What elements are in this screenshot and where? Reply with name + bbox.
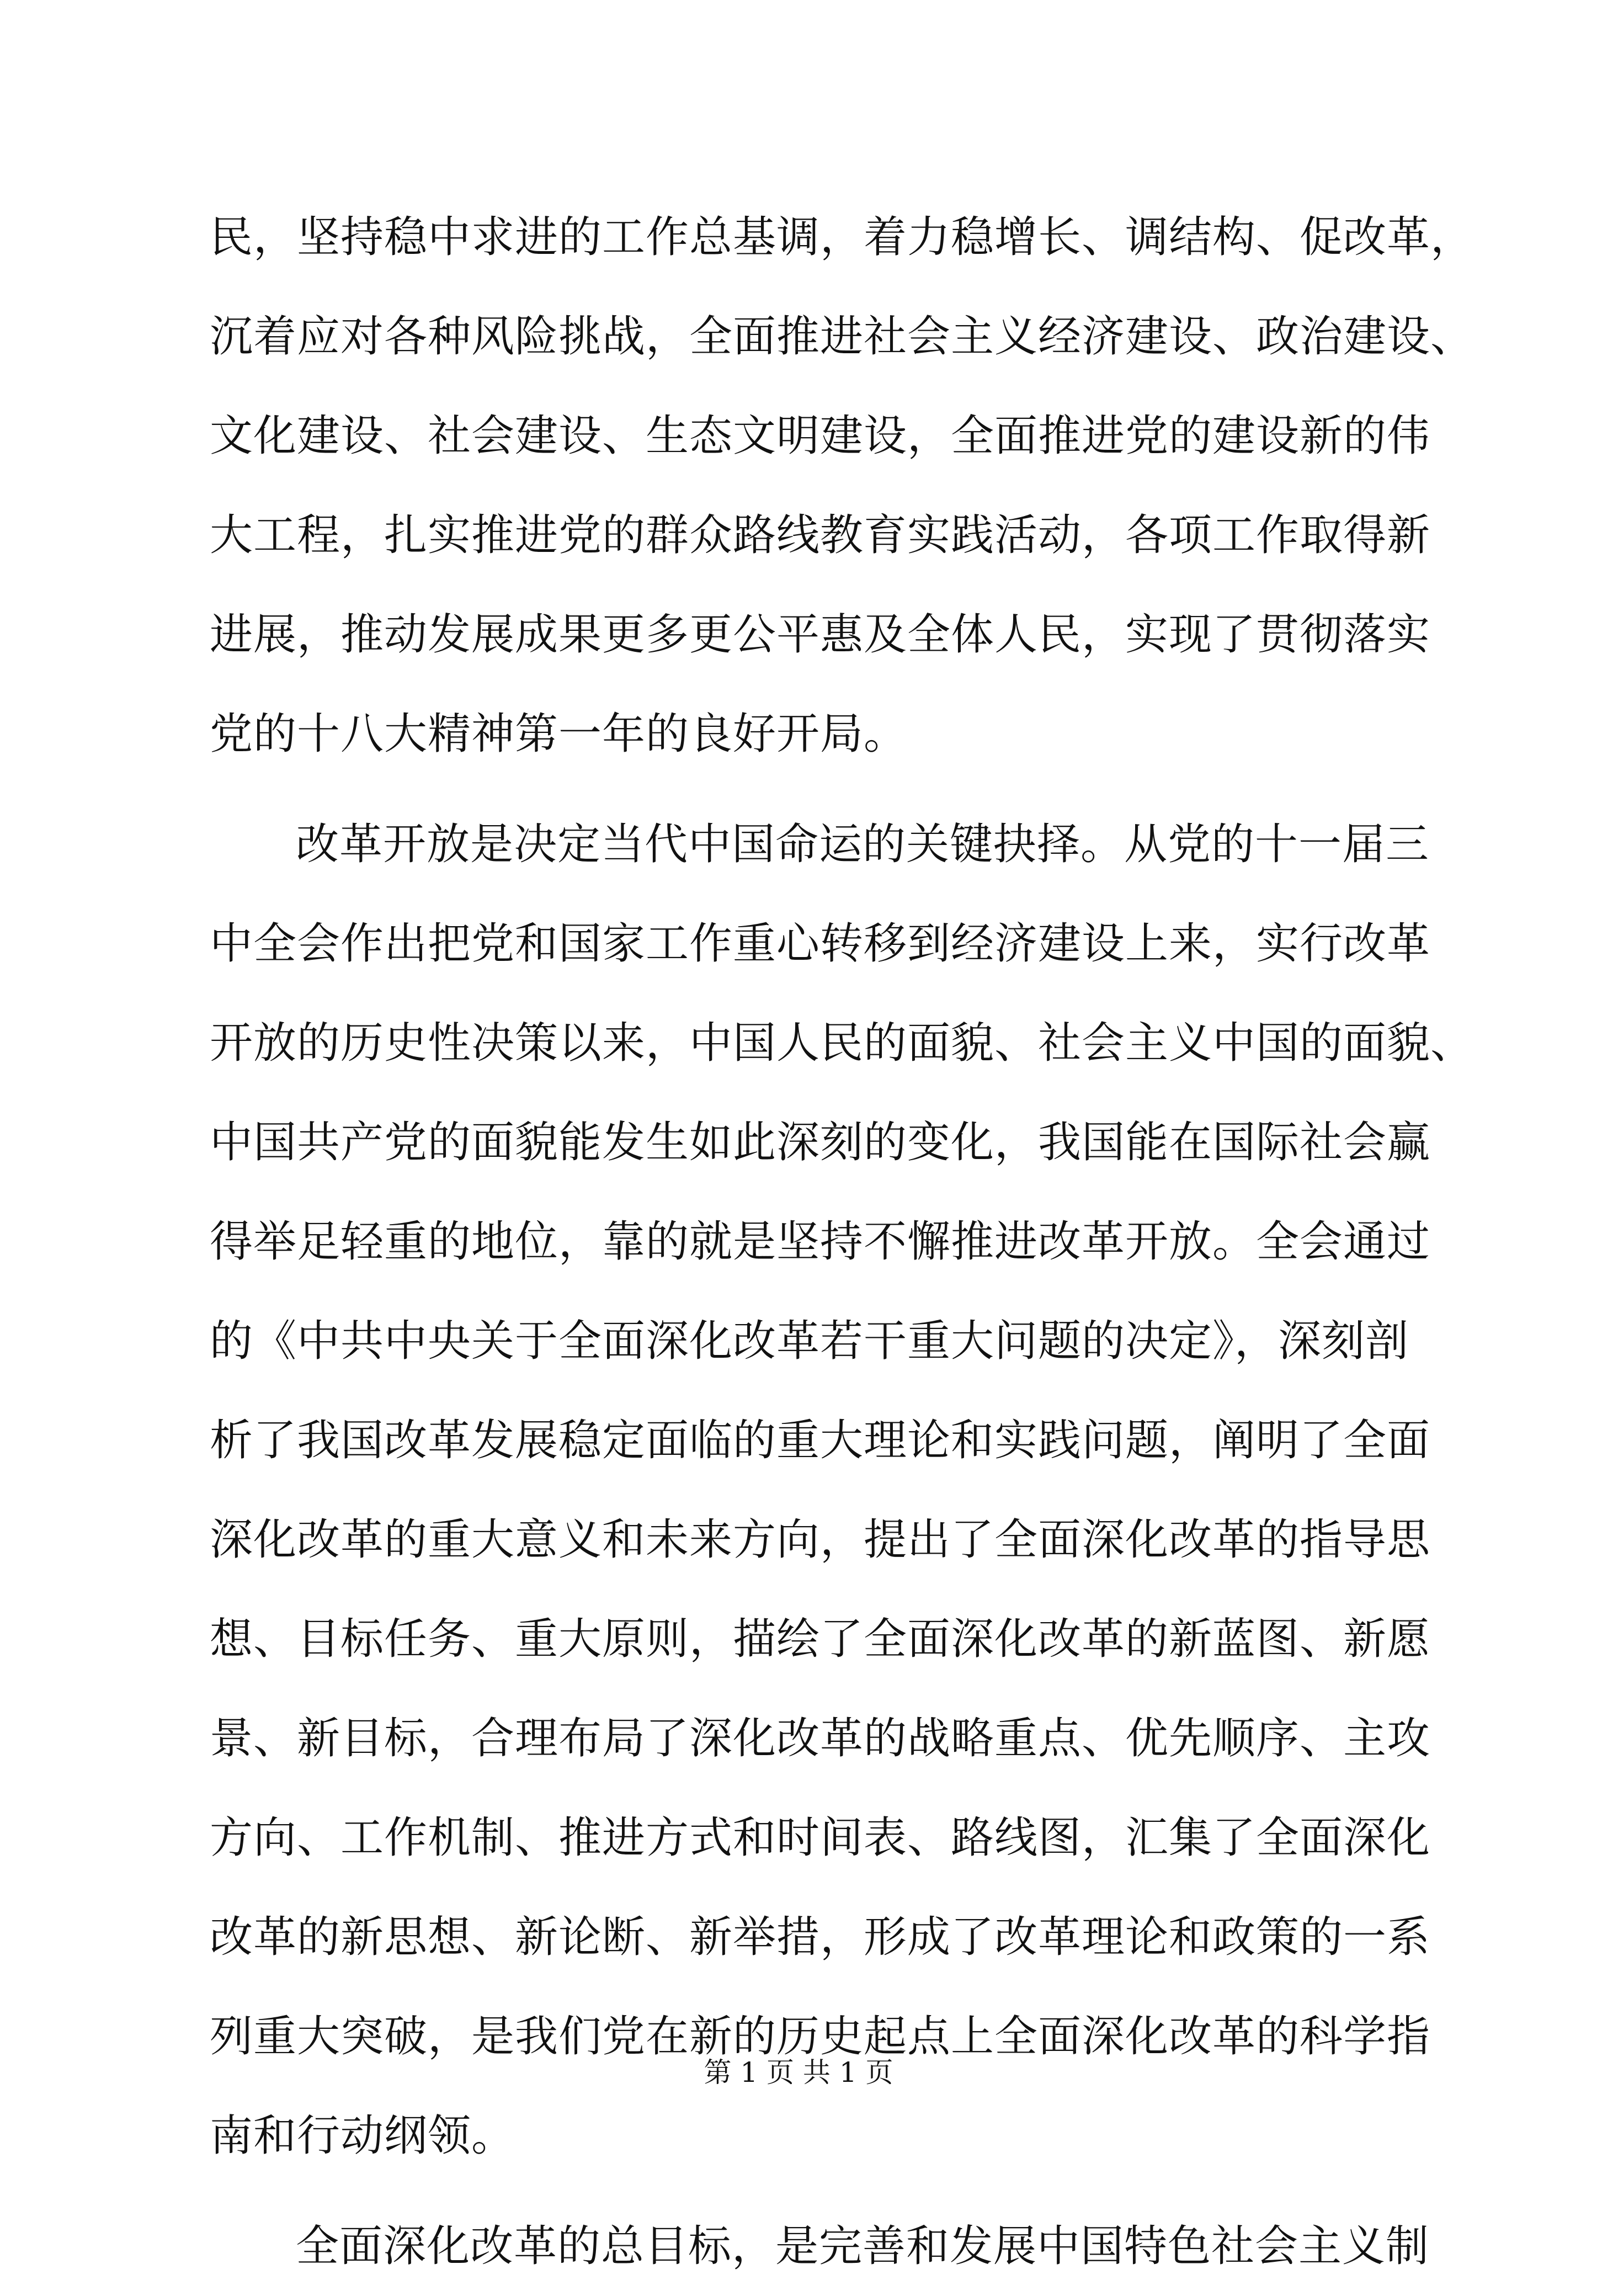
document-body: [210, 188, 1474, 2296]
text-line: 改革的新思想、新论断、新举措，形成了改革理论和政策的一系: [210, 1912, 1431, 1962]
text-line: 改革开放是决定当代中国命运的关键抉择。从党的十一届三: [296, 820, 1430, 869]
text-line: 开放的历史性决策以来，中国人民的面貌、社会主义中国的面貌、: [210, 1018, 1474, 1068]
text-line: 的《中共中央关于全面深化改革若干重大问题的决定》，深刻剖: [210, 1316, 1409, 1366]
text-line: 全面深化改革的总目标，是完善和发展中国特色社会主义制: [296, 2221, 1430, 2271]
paragraph-2: [210, 795, 1474, 2186]
page-number-label: 第 1 页 共 1 页: [704, 2056, 893, 2088]
text-line: 深化改革的重大意义和未来方向，提出了全面深化改革的指导思: [210, 1515, 1431, 1565]
text-line: 沉着应对各种风险挑战，全面推进社会主义经济建设、政治建设、: [210, 312, 1474, 362]
text-line: 党的十八大精神第一年的良好开局。: [210, 709, 908, 759]
text-line: 民，坚持稳中求进的工作总基调，着力稳增长、调结构、促改革，: [210, 212, 1474, 262]
page-footer: [0, 2053, 1597, 2092]
text-line: 文化建设、社会建设、生态文明建设，全面推进党的建设新的伟: [210, 411, 1431, 461]
text-line: 南和行动纲领。: [210, 2111, 515, 2161]
paragraph-3: [210, 2197, 1430, 2296]
text-line: 景、新目标，合理布局了深化改革的战略重点、优先顺序、主攻: [210, 1714, 1431, 1763]
text-line: 想、目标任务、重大原则，描绘了全面深化改革的新蓝图、新愿: [210, 1614, 1431, 1664]
text-line: 得举足轻重的地位，靠的就是坚持不懈推进改革开放。全会通过: [210, 1217, 1431, 1267]
text-line: 方向、工作机制、推进方式和时间表、路线图，汇集了全面深化: [210, 1813, 1431, 1863]
text-line: 大工程，扎实推进党的群众路线教育实践活动，各项工作取得新: [210, 511, 1431, 560]
text-line: 中全会作出把党和国家工作重心转移到经济建设上来，实行改革: [210, 919, 1431, 969]
text-line: 进展，推动发展成果更多更公平惠及全体人民，实现了贯彻落实: [210, 610, 1431, 660]
text-line: 析了我国改革发展稳定面临的重大理论和实践问题，阐明了全面: [210, 1416, 1431, 1465]
paragraph-1: [210, 188, 1474, 784]
text-line: 中国共产党的面貌能发生如此深刻的变化，我国能在国际社会赢: [210, 1118, 1431, 1167]
text-line: 列重大突破，是我们党在新的历史起点上全面深化改革的科学指: [210, 2012, 1431, 2061]
